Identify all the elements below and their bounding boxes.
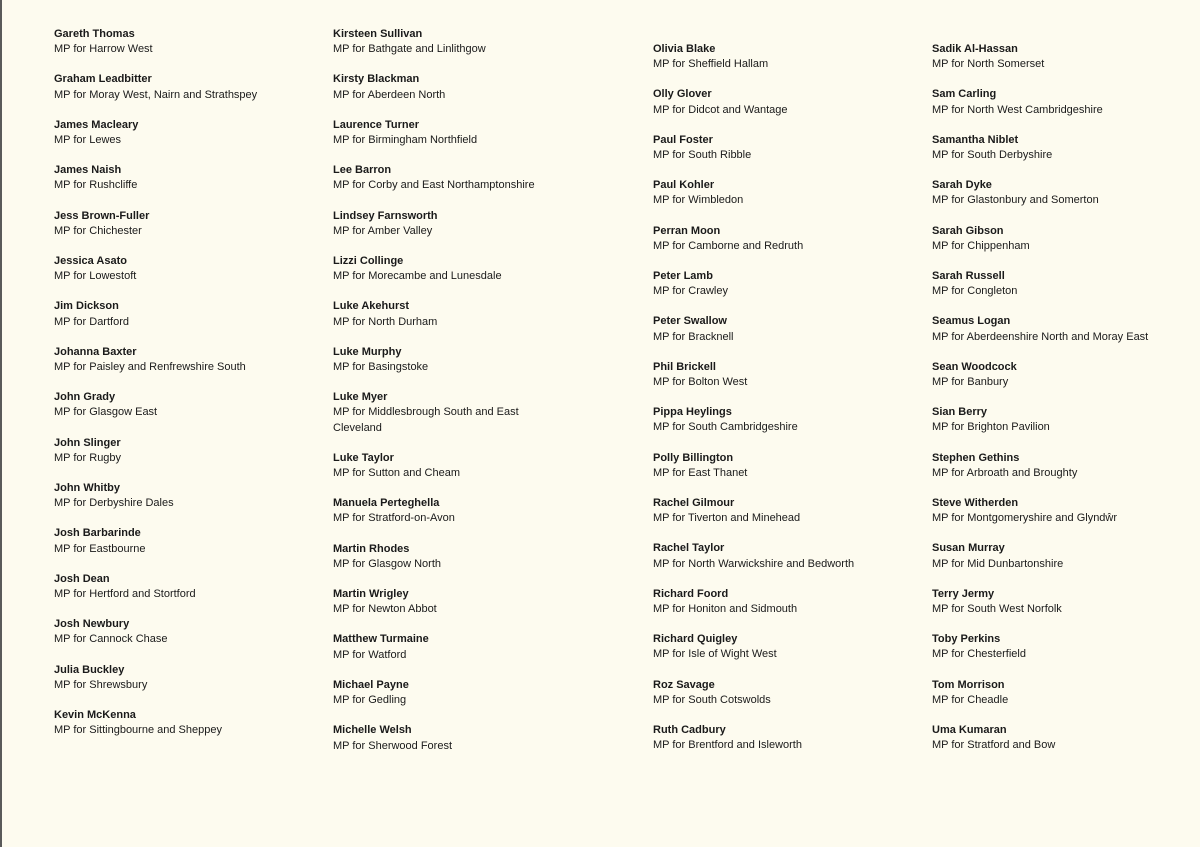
mp-constituency: MP for Watford	[333, 648, 407, 661]
mp-entry	[54, 526, 324, 556]
mp-constituency: MP for Birmingham Northfield	[333, 134, 478, 147]
mp-constituency: MP for Stratford and Bow	[932, 739, 1056, 752]
mp-list-column-3	[653, 42, 923, 769]
mp-constituency: MP for Arbroath and Broughty	[932, 466, 1078, 479]
mp-name: Luke Taylor	[333, 451, 394, 464]
mp-name: Susan Murray	[932, 542, 1005, 555]
mp-entry	[932, 42, 1200, 72]
mp-constituency: MP for Rugby	[54, 451, 122, 464]
mp-name: Kirsty Blackman	[333, 73, 420, 86]
mp-entry	[333, 632, 603, 662]
mp-entry	[333, 451, 603, 481]
mp-name: Richard Quigley	[653, 633, 738, 646]
mp-name: Graham Leadbitter	[54, 73, 152, 86]
mp-constituency: MP for Aberdeen North	[333, 88, 446, 101]
mp-name: Tom Morrison	[932, 678, 1005, 691]
mp-name: Jessica Asato	[54, 255, 127, 268]
mp-constituency: MP for Corby and East Northamptonshire	[333, 179, 535, 192]
mp-entry	[333, 390, 603, 436]
mp-constituency: MP for Glasgow East	[54, 406, 158, 419]
mp-name: Stephen Gethins	[932, 451, 1020, 464]
mp-name: Kirsteen Sullivan	[333, 28, 423, 40]
mp-entry	[54, 209, 324, 239]
mp-constituency: MP for Morecambe and Lunesdale	[333, 270, 502, 283]
mp-constituency: MP for Amber Valley	[333, 224, 433, 237]
mp-entry	[653, 42, 923, 72]
mp-entry	[653, 451, 923, 481]
mp-entry	[932, 87, 1200, 117]
mp-name: Rachel Taylor	[653, 542, 725, 555]
mp-constituency: MP for Cheadle	[932, 693, 1009, 706]
mp-constituency: MP for Isle of Wight West	[653, 648, 777, 661]
mp-constituency: MP for Banbury	[932, 376, 1009, 389]
mp-name: Ruth Cadbury	[653, 724, 726, 737]
mp-name: Jess Brown-Fuller	[54, 209, 150, 222]
mp-entry	[932, 678, 1200, 708]
mp-entry	[54, 572, 324, 602]
mp-name: Martin Wrigley	[333, 588, 409, 601]
mp-entry	[653, 269, 923, 299]
mp-constituency: MP for Mid Dunbartonshire	[932, 557, 1064, 570]
mp-entry	[333, 678, 603, 708]
mp-name: Josh Newbury	[54, 618, 130, 631]
mp-constituency: MP for North Warwickshire and Bedworth	[653, 557, 855, 570]
mp-name: Michelle Welsh	[333, 724, 412, 737]
mp-name: Pippa Heylings	[653, 406, 732, 419]
mp-constituency: MP for Tiverton and Minehead	[653, 512, 801, 525]
mp-name: Martin Rhodes	[333, 542, 410, 555]
mp-entry	[333, 163, 603, 193]
mp-entry	[653, 587, 923, 617]
mp-name: Lizzi Collinge	[333, 255, 404, 268]
mp-constituency: MP for Newton Abbot	[333, 603, 437, 616]
mp-name: Sam Carling	[932, 88, 997, 101]
mp-name: Toby Perkins	[932, 633, 1001, 646]
mp-name: Roz Savage	[653, 678, 715, 691]
mp-entry	[333, 72, 603, 102]
mp-entry	[54, 390, 324, 420]
mp-constituency: MP for Didcot and Wantage	[653, 103, 788, 116]
mp-entry	[653, 87, 923, 117]
mp-constituency: MP for Congleton	[932, 285, 1018, 298]
mp-constituency: MP for Gedling	[333, 694, 407, 707]
mp-constituency: MP for Aberdeenshire North and Moray East	[932, 330, 1149, 343]
mp-entry	[333, 118, 603, 148]
mp-constituency: MP for South West Norfolk	[932, 603, 1062, 616]
mp-constituency: MP for Basingstoke	[333, 361, 429, 374]
mp-constituency: MP for Cannock Chase	[54, 633, 168, 646]
mp-name: Sarah Dyke	[932, 179, 992, 192]
mp-entry	[932, 723, 1200, 753]
mp-entry	[54, 27, 324, 57]
mp-entry	[54, 436, 324, 466]
mp-name: Olivia Blake	[653, 43, 716, 55]
mp-constituency: MP for Bolton West	[653, 376, 748, 389]
mp-name: Phil Brickell	[653, 360, 716, 373]
mp-constituency: MP for Stratford-on-Avon	[333, 512, 455, 525]
mp-constituency: MP for Lowestoft	[54, 270, 137, 283]
mp-name: Uma Kumaran	[932, 724, 1007, 737]
mp-list-column-1	[54, 27, 324, 754]
mp-entry	[932, 178, 1200, 208]
mp-constituency: MP for East Thanet	[653, 466, 748, 479]
mp-name: Perran Moon	[653, 224, 721, 237]
mp-name: Paul Kohler	[653, 179, 715, 192]
mp-entry	[54, 481, 324, 511]
mp-constituency: MP for Glasgow North	[333, 557, 442, 570]
mp-name: Samantha Niblet	[932, 133, 1019, 146]
mp-constituency: MP for Chippenham	[932, 239, 1030, 252]
mp-entry	[333, 723, 603, 753]
mp-constituency: MP for Rushcliffe	[54, 179, 138, 192]
mp-entry	[653, 632, 923, 662]
mp-constituency: MP for Derbyshire Dales	[54, 497, 174, 510]
mp-entry	[333, 299, 603, 329]
mp-name: Rachel Gilmour	[653, 497, 735, 510]
mp-constituency: MP for Crawley	[653, 285, 728, 298]
mp-constituency: MP for Lewes	[54, 134, 122, 147]
mp-constituency: MP for Paisley and Renfrewshire South	[54, 361, 246, 374]
mp-name: Gareth Thomas	[54, 28, 135, 40]
mp-constituency: MP for Wimbledon	[653, 194, 744, 207]
mp-name: Jim Dickson	[54, 300, 119, 313]
mp-constituency: MP for Sittingbourne and Sheppey	[54, 724, 222, 737]
mp-name: Luke Myer	[333, 391, 388, 404]
mp-name: James Naish	[54, 164, 122, 177]
mp-constituency: MP for Hertford and Stortford	[54, 588, 196, 601]
mp-name: Sarah Russell	[932, 270, 1005, 283]
mp-constituency: MP for South Cambridgeshire	[653, 421, 798, 434]
mp-name: Luke Akehurst	[333, 300, 410, 313]
mp-entry	[333, 345, 603, 375]
mp-entry	[932, 269, 1200, 299]
mp-name: John Whitby	[54, 482, 120, 495]
mp-entry	[333, 496, 603, 526]
mp-entry	[54, 163, 324, 193]
mp-constituency-continued: Cleveland	[333, 421, 382, 434]
mp-name: Steve Witherden	[932, 497, 1019, 510]
mp-entry	[932, 541, 1200, 571]
mp-list-column-2	[333, 27, 603, 769]
mp-entry	[932, 314, 1200, 344]
mp-entry	[333, 209, 603, 239]
mp-constituency: MP for Middlesbrough South and East	[333, 406, 519, 419]
mp-name: Lee Barron	[333, 164, 392, 177]
mp-name: Laurence Turner	[333, 118, 419, 131]
mp-entry	[333, 254, 603, 284]
mp-entry	[932, 405, 1200, 435]
mp-name: Josh Barbarinde	[54, 527, 141, 540]
mp-name: John Grady	[54, 391, 116, 404]
mp-entry	[653, 678, 923, 708]
mp-constituency: MP for North Durham	[333, 315, 438, 328]
mp-constituency: MP for Camborne and Redruth	[653, 239, 804, 252]
mp-constituency: MP for Shrewsbury	[54, 678, 148, 691]
mp-entry	[54, 345, 324, 375]
mp-constituency: MP for North Somerset	[932, 58, 1045, 71]
mp-name: Seamus Logan	[932, 315, 1011, 328]
mp-entry	[653, 541, 923, 571]
mp-name: Peter Swallow	[653, 315, 727, 328]
mp-entry	[932, 133, 1200, 163]
mp-name: Olly Glover	[653, 88, 712, 101]
mp-constituency: MP for Glastonbury and Somerton	[932, 194, 1099, 207]
mp-constituency: MP for South Derbyshire	[932, 149, 1053, 162]
mp-name: Sian Berry	[932, 406, 988, 419]
mp-name: Peter Lamb	[653, 270, 713, 283]
mp-name: Manuela Perteghella	[333, 497, 440, 510]
mp-name: Paul Foster	[653, 133, 713, 146]
mp-name: Johanna Baxter	[54, 345, 137, 358]
mp-constituency: MP for Honiton and Sidmouth	[653, 603, 798, 616]
mp-name: James Macleary	[54, 118, 139, 131]
mp-constituency: MP for Harrow West	[54, 43, 153, 56]
mp-name: Richard Foord	[653, 587, 729, 600]
mp-constituency: MP for Brentford and Isleworth	[653, 739, 802, 752]
mp-entry	[333, 27, 603, 57]
mp-name: Sean Woodcock	[932, 360, 1017, 373]
mp-constituency: MP for Sutton and Cheam	[333, 467, 460, 480]
mp-name: Julia Buckley	[54, 663, 125, 676]
mp-name: Lindsey Farnsworth	[333, 209, 438, 222]
mp-constituency: MP for Montgomeryshire and Glyndŵr	[932, 512, 1118, 525]
mp-name: Josh Dean	[54, 572, 110, 585]
mp-entry	[54, 254, 324, 284]
mp-constituency: MP for Sherwood Forest	[333, 739, 453, 752]
mp-name: Polly Billington	[653, 451, 734, 464]
mp-name: Terry Jermy	[932, 587, 995, 600]
mp-constituency: MP for Chesterfield	[932, 648, 1026, 661]
mp-name: Sadik Al-Hassan	[932, 43, 1018, 55]
mp-entry	[333, 542, 603, 572]
mp-constituency: MP for Chichester	[54, 224, 142, 237]
mp-name: Matthew Turmaine	[333, 633, 429, 646]
mp-entry	[54, 708, 324, 738]
mp-entry	[54, 118, 324, 148]
mp-entry	[653, 314, 923, 344]
mp-constituency: MP for South Cotswolds	[653, 693, 771, 706]
mp-entry	[653, 360, 923, 390]
mp-entry	[932, 587, 1200, 617]
mp-entry	[54, 663, 324, 693]
mp-constituency: MP for Brighton Pavilion	[932, 421, 1050, 434]
mp-name: Michael Payne	[333, 678, 409, 691]
mp-entry	[653, 496, 923, 526]
mp-name: Kevin McKenna	[54, 709, 136, 722]
mp-entry	[653, 405, 923, 435]
mp-entry	[653, 224, 923, 254]
mp-constituency: MP for South Ribble	[653, 149, 752, 162]
mp-entry	[54, 72, 324, 102]
mp-constituency: MP for Bracknell	[653, 330, 734, 343]
mp-entry	[932, 632, 1200, 662]
mp-name: John Slinger	[54, 436, 121, 449]
mp-constituency: MP for North West Cambridgeshire	[932, 103, 1103, 116]
mp-entry	[932, 360, 1200, 390]
mp-entry	[54, 617, 324, 647]
mp-entry	[932, 451, 1200, 481]
mp-constituency: MP for Moray West, Nairn and Strathspey	[54, 88, 258, 101]
mp-entry	[653, 178, 923, 208]
mp-constituency: MP for Eastbourne	[54, 542, 146, 555]
mp-name: Luke Murphy	[333, 345, 402, 358]
mp-constituency: MP for Dartford	[54, 315, 129, 328]
mp-name: Sarah Gibson	[932, 224, 1004, 237]
mp-entry	[653, 723, 923, 753]
mp-constituency: MP for Sheffield Hallam	[653, 58, 769, 71]
mp-entry	[333, 587, 603, 617]
mp-entry	[932, 224, 1200, 254]
mp-entry	[653, 133, 923, 163]
mp-constituency: MP for Bathgate and Linlithgow	[333, 43, 486, 56]
mp-entry	[932, 496, 1200, 526]
mp-entry	[54, 299, 324, 329]
mp-list-column-4	[932, 42, 1200, 769]
